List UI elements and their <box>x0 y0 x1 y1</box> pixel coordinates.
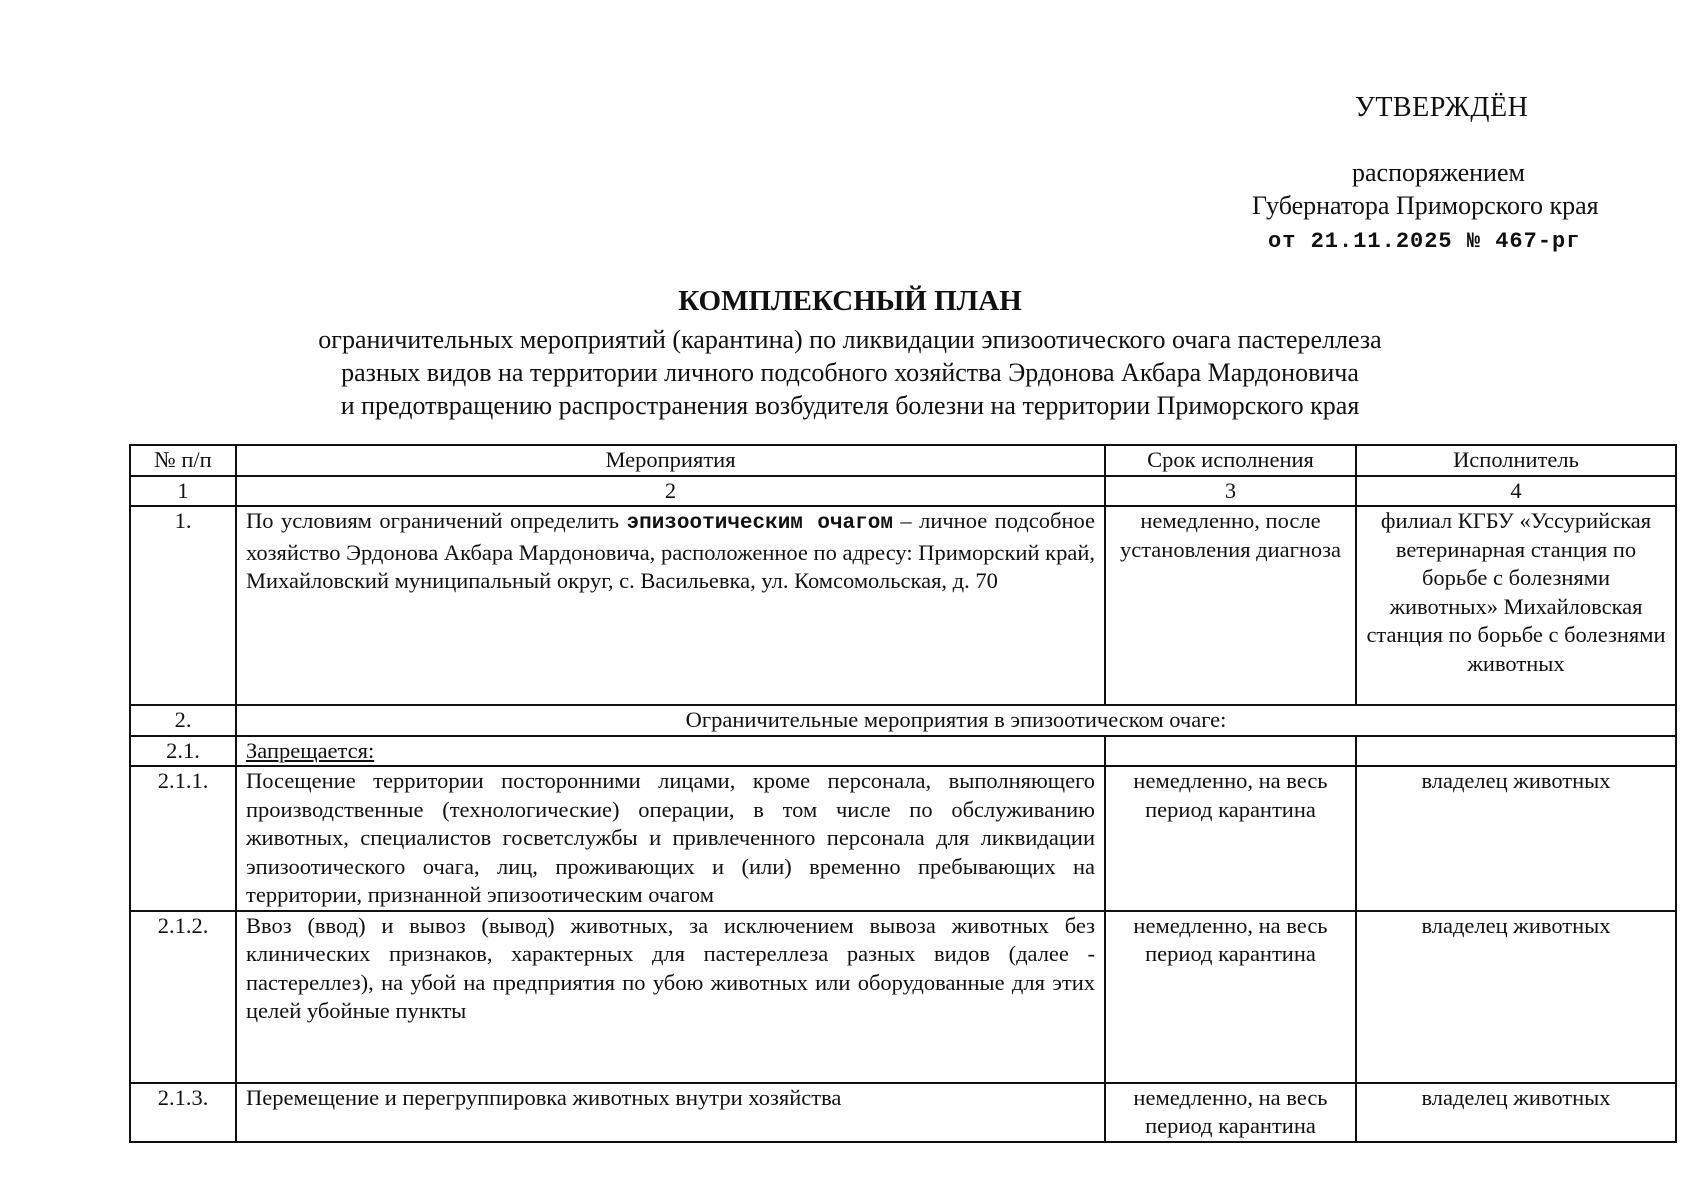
executor-cell: владелец животных <box>1356 911 1676 1083</box>
deadline-cell: немедленно, на весь период карантина <box>1105 766 1356 911</box>
approval-title: УТВЕРЖДЁН <box>1355 92 1529 123</box>
subtitle-line: разных видов на территории личного подсобного хозяйства Эрдонова Акбара Мардоновича <box>341 358 1359 387</box>
subtitle-line: и предотвращению распространения возбудителя болезни на территории Приморского края <box>340 391 1360 420</box>
measure-emphasis: эпизоотическим очагом <box>626 512 893 535</box>
measure-text: По условиям ограничений определить <box>246 508 627 533</box>
approval-line-date-number: от 21.11.2025 № 467-рг <box>1268 229 1581 254</box>
subsection-heading: Запрещается: <box>236 736 1105 767</box>
table-row <box>130 506 1676 705</box>
section-heading: Ограничительные мероприятия в эпизоотическом очаге: <box>236 705 1676 736</box>
row-number: 1. <box>130 506 236 705</box>
approval-line-governor: Губернатора Приморского края <box>1252 191 1599 220</box>
deadline-cell: немедленно, на весь период карантина <box>1105 911 1356 1083</box>
column-number: 1 <box>130 476 236 507</box>
table-row <box>130 766 1676 911</box>
column-number: 2 <box>236 476 1105 507</box>
measure-cell: Посещение территории посторонними лицами, кроме персонала, выполняющего производственные (технологические) операции, в том числе по обслуживанию животных, специалистов госветслужбы и привлеченного персонала для ликвидации эпизоотического очага, лиц, проживающих и (или) временно пребывающих на территории, признанной эпизоотическим очагом <box>236 766 1105 911</box>
row-number: 2.1.3. <box>130 1083 236 1142</box>
executor-cell: владелец животных <box>1356 766 1676 911</box>
executor-cell: филиал КГБУ «Уссурийская ветеринарная станция по борьбе с болезнями животных» Михайловская станция по борьбе с болезнями животных <box>1356 506 1676 705</box>
executor-cell <box>1356 736 1676 767</box>
deadline-cell: немедленно, на весь период карантина <box>1105 1083 1356 1142</box>
row-number: 2. <box>130 705 236 736</box>
header-measures: Мероприятия <box>236 445 1105 476</box>
row-number: 2.1.2. <box>130 911 236 1083</box>
column-numbers-row <box>130 476 1676 507</box>
deadline-cell: немедленно, после установления диагноза <box>1105 506 1356 705</box>
approval-line-order: распоряжением <box>1352 158 1525 187</box>
table-header-row <box>130 445 1676 476</box>
column-number: 4 <box>1356 476 1676 507</box>
row-number: 2.1. <box>130 736 236 767</box>
document-title: КОМПЛЕКСНЫЙ ПЛАН <box>678 285 1022 317</box>
measure-cell: Перемещение и перегруппировка животных внутри хозяйства <box>236 1083 1105 1142</box>
row-number: 2.1.1. <box>130 766 236 911</box>
document-subtitle <box>150 323 1550 422</box>
executor-cell: владелец животных <box>1356 1083 1676 1142</box>
header-executor: Исполнитель <box>1356 445 1676 476</box>
measure-cell: Ввоз (ввод) и вывоз (вывод) животных, за исключением вывоза животных без клинических признаков, характерных для пастереллеза разных видов (далее - пастереллез), на убой на предприятия по убою животных или оборудованные для этих целей убойные пункты <box>236 911 1105 1083</box>
header-number: № п/п <box>130 445 236 476</box>
subsection-row <box>130 736 1676 767</box>
table-row <box>130 1083 1676 1142</box>
subtitle-line: ограничительных мероприятий (карантина) по ликвидации эпизоотического очага пастереллеза <box>318 325 1382 354</box>
column-number: 3 <box>1105 476 1356 507</box>
measure-text: – личное подсобное хозяйство Эрдонова Акбара Мардоновича, расположенное по адресу: Приморский край, Михайловский муниципальный округ, с. Васильевка, ул. Комсомольская, д. 70 <box>246 508 1095 593</box>
measure-cell <box>236 506 1105 705</box>
table-row <box>130 911 1676 1083</box>
header-deadline: Срок исполнения <box>1105 445 1356 476</box>
measures-table <box>129 444 1677 1143</box>
deadline-cell <box>1105 736 1356 767</box>
section-row <box>130 705 1676 736</box>
